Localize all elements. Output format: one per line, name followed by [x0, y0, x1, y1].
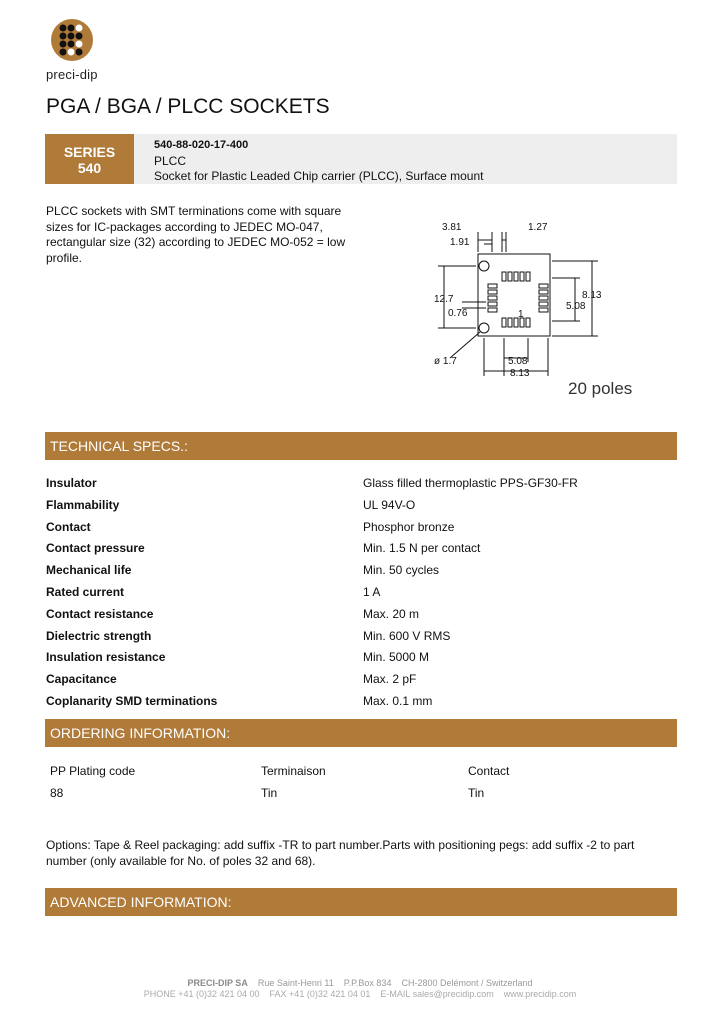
footer-phone: PHONE +41 (0)32 421 04 00: [143, 989, 260, 999]
spec-value: Min. 5000 M: [363, 650, 430, 665]
dim-left-inner: 1.91: [450, 237, 470, 248]
ordering-options-note: Options: Tape & Reel packaging: add suffix -TR to part number.Parts with positioning pegs: add suffix -2 to part number (only available for No. of poles 32 and 68).: [46, 838, 635, 868]
ordering-col-contact: Contact: [468, 764, 510, 778]
footer-website[interactable]: www.precidip.com: [503, 989, 577, 999]
spec-value: Max. 20 m: [363, 606, 420, 621]
dim-bottom-inner: 5.08: [508, 356, 528, 367]
logo-text: preci-dip: [46, 67, 98, 82]
pin-one-label: 1: [518, 309, 524, 320]
dim-height: 12.7: [434, 294, 454, 305]
spec-value: Max. 2 pF: [363, 672, 417, 687]
intro-paragraph: PLCC sockets with SMT terminations come with square sizes for IC-packages according to JEDEC MO-047, rectangular size (32) according to JEDEC MO-052 = low profile.: [46, 204, 346, 265]
spec-value: Max. 0.1 mm: [363, 694, 433, 708]
footer-email[interactable]: E-MAIL sales@precidip.com: [380, 989, 494, 999]
footer-pobox: P.P.Box 834: [343, 978, 392, 988]
ordering-contact-value: Tin: [468, 786, 485, 800]
dim-right-inner: 5.08: [566, 301, 586, 312]
poles-caption: 20 poles: [568, 379, 633, 398]
technical-specs-heading: TECHNICAL SPECS.:: [45, 432, 677, 460]
footer-street: Rue Saint-Henri 11: [257, 978, 334, 988]
footer-company: PRECI-DIP SA: [187, 978, 248, 988]
advanced-info-heading: ADVANCED INFORMATION:: [45, 888, 677, 916]
spec-label: Insulation resistance: [46, 650, 166, 665]
spec-label: Contact resistance: [46, 606, 154, 621]
dim-top-right: 1.27: [528, 222, 548, 233]
part-description: Socket for Plastic Leaded Chip carrier (PLCC), Surface mount: [154, 169, 484, 183]
ordering-plating-value: 88: [50, 786, 64, 800]
spec-label: Dielectric strength: [46, 628, 152, 643]
dim-bottom-outer: 8.13: [510, 368, 530, 379]
footer-contacts: [0, 989, 720, 999]
footer-address: [0, 978, 720, 988]
spec-label: Capacitance: [46, 672, 117, 687]
spec-label: Flammability: [46, 497, 120, 512]
part-type: PLCC: [154, 154, 187, 168]
spec-label: Contact pressure: [46, 541, 145, 556]
ordering-col-plating: PP Plating code: [50, 764, 136, 778]
spec-label: Coplanarity SMD terminations: [46, 694, 218, 708]
ordering-col-termination: Terminaison: [261, 764, 326, 778]
dimension-drawing: [420, 216, 660, 406]
spec-label: Rated current: [46, 585, 125, 599]
dim-hole: ø 1.7: [434, 356, 457, 367]
ordering-info-heading: ORDERING INFORMATION:: [45, 719, 677, 747]
footer-city: CH-2800 Delémont / Switzerland: [401, 978, 533, 988]
series-badge: [45, 134, 134, 184]
spec-value: Phosphor bronze: [363, 519, 455, 534]
spec-value: Min. 600 V RMS: [363, 628, 451, 643]
dim-right-outer: 8.13: [582, 290, 602, 301]
part-number: 540-88-020-17-400: [154, 139, 249, 151]
spec-label: Contact: [46, 519, 91, 534]
spec-value: 1 A: [363, 585, 381, 599]
spec-value: Min. 1.5 N per contact: [363, 541, 481, 556]
dim-top-left: 3.81: [442, 222, 462, 233]
spec-value: Glass filled thermoplastic PPS-GF30-FR: [363, 476, 578, 490]
page-title: PGA / BGA / PLCC SOCKETS: [46, 95, 330, 118]
dim-pad: 0.76: [448, 308, 468, 319]
series-label: SERIES: [63, 144, 116, 160]
spec-label: Mechanical life: [46, 563, 132, 578]
spec-value: Min. 50 cycles: [363, 563, 440, 578]
spec-value: UL 94V-O: [363, 497, 416, 512]
spec-label: Insulator: [46, 476, 97, 490]
ordering-termination-value: Tin: [261, 786, 278, 800]
footer-fax: FAX +41 (0)32 421 04 01: [269, 989, 371, 999]
series-number: 540: [77, 160, 102, 176]
